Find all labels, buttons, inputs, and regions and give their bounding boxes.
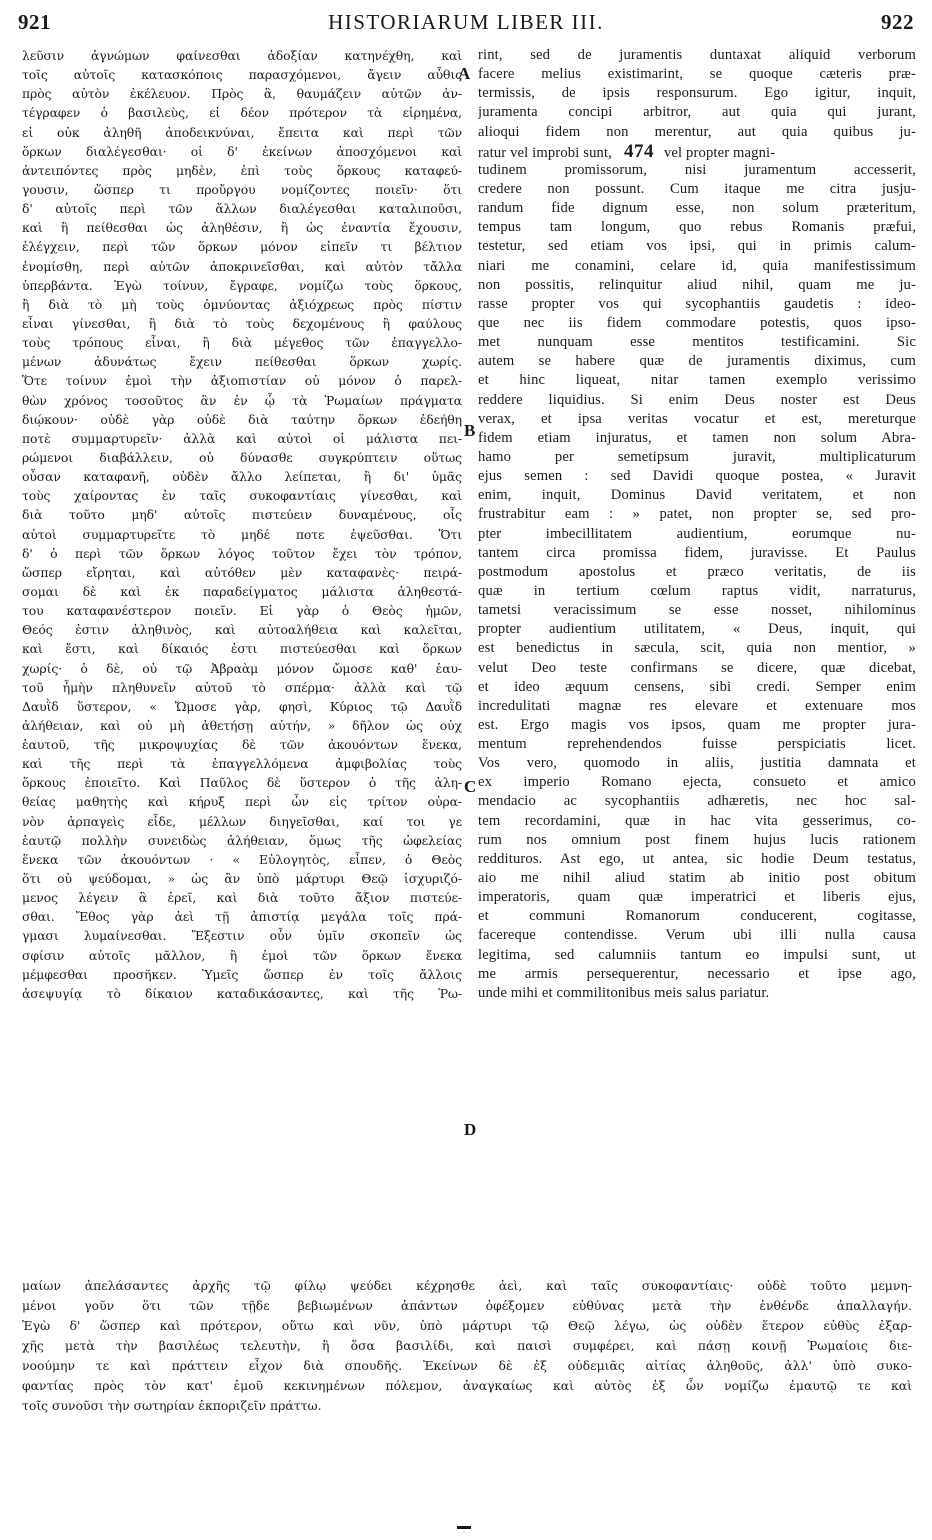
- text-line: μένων ἀδυνάτως ἔχειν πείθεσθαι ὅρκων χωρίς.: [22, 354, 462, 370]
- text-line: ἀντειπόντες πρὸς μηδὲν, ἐπὶ τοὺς ὅρκους καταφεύ-: [22, 162, 462, 178]
- text-line: mentum reprehendendos fuisse perspiciatis licet.: [478, 736, 916, 753]
- text-line: ἑαυτῷ πολλὴν συνειδὼς ἀλήθειαν, ὅμως τῆς ὠφελείας: [22, 832, 462, 848]
- text-line: ex imperio Romano ejecta, consueto et amico: [478, 774, 916, 791]
- text-line: τοῖς αὐτοῖς κατασκόποις παρασχόμενοι, ἄγειν αὖθις: [22, 67, 462, 83]
- text-line: verax, et ipsa veritas vocatur et est, mereturque: [478, 410, 916, 427]
- text-line: μένοι γοῦν ὅτι τῶν τῇδε βεβιωμένων ἁπάντων ὀφέξομεν εὐθύνας μετὰ τὴν ἐνθένδε ἀπαλλαγήν.: [22, 1298, 912, 1313]
- text-line: ὥσπερ εἴρηται, καὶ αὐτόθεν μὲν καταφανὲς· πειρά-: [22, 564, 462, 580]
- text-line: legitima, sed calumniis tantum eo impulsi sunt, ut: [478, 946, 916, 963]
- text-line: tem recordamini, quæ in hac vita gesserimus, co-: [478, 812, 916, 829]
- text-line: φαντίας πρὸς τὸν κατ' ἐμοῦ κεκινημένων πόλεμον, ἀναγκαίως καὶ αὐτὸς ἐξ ὧν νομίζω ἐμαυτῷ τε καὶ: [22, 1378, 912, 1393]
- greek-full-width-paragraph: [22, 1276, 912, 1416]
- text-line: reddituros. Ast ego, ut antea, sic hodie Deum testatus,: [478, 850, 916, 867]
- margin-letter-b: B: [464, 421, 476, 440]
- text-line: χωρίς· ὁ δὲ, οὐ τῷ Ἀβραὰμ μόνον ὤμοσε καθ' ἑαυ-: [22, 660, 462, 676]
- latin-line-end: vel propter magni-: [663, 144, 776, 161]
- text-line: pter imbecillitatem audientium, eorumque nu-: [478, 525, 916, 542]
- text-line: διὰ τοῦτο μηδ' αὐτοῖς πιστεύειν δυναμένους, οἷς: [22, 507, 462, 523]
- text-line: αὐτοὶ συμμαρτυρεῖτε τὸ μηδέ ποτε ἐψεῦσθαι. Ὅτι: [22, 526, 462, 542]
- text-line: Θεός ἐστιν ἀληθινὸς, καὶ αὐτοαλήθεια καὶ καλεῖται,: [22, 622, 462, 638]
- text-line: tempus tam longum, quo rebus Romanis præfui,: [478, 219, 916, 236]
- text-line: νὸν ἁρπαγεὶς εἶδε, μέλλων διηγεῖσθαι, καί τοι γε: [22, 813, 462, 829]
- text-line: νοούμην τε καὶ πράττειν εἶχον διὰ σπουδῆς. Ἐκείνων δὲ ἐξ οὐδεμιᾶς αἰτίας ἀληθοῦς, ἀλλ' ὑπὸ συκο-: [22, 1358, 912, 1373]
- text-line: δ' ὁ περὶ τῶν ὅρκων λόγος τοῦτον ἔχει τὸν τρόπον,: [22, 545, 462, 561]
- text-line: τοῖς συνοῦσι τὴν σωτηρίαν ἐκποριζεῖν πράττω.: [22, 1398, 322, 1413]
- margin-letter-c: C: [464, 777, 477, 796]
- text-line: Vos vero, quomodo in aliis, justitia damnata et: [478, 755, 916, 772]
- text-line: θείας μαθητὴς καὶ κήρυξ περὶ ὧν εἰς τρίτον οὐρα-: [22, 794, 462, 810]
- text-line: alioqui fidem non merentur, aut quia quibus ju-: [478, 123, 916, 140]
- text-line: ὑπερβάντα. Ἐγὼ τοίνυν, ἔγραφε, νομίζω τοὺς ὅρκους,: [22, 277, 462, 293]
- text-line: Ὅτε τοίνυν ἐμοὶ τὴν ἀξιοπιστίαν οὐ μόνον ὁ παρελ-: [22, 373, 462, 389]
- text-line: ἐλέγχειν, περὶ τῶν ὅρκων μόνον εἰπεῖν τι βέλτιον: [22, 239, 462, 255]
- text-line: ποτὲ συμμαρτυρεῖν· ἀλλὰ καὶ αὐτοὶ οἱ μάλιστα πει-: [22, 430, 462, 446]
- text-line: hamo per semetipsum juravit, multiplicaturum: [478, 448, 916, 465]
- text-line: καὶ ἔστι, καὶ δίκαιός ἐστι πιστεύεσθαι καὶ ὅρκων: [22, 641, 462, 657]
- running-title: HISTORIARUM LIBER III.: [328, 10, 604, 34]
- latin-line-start: ratur vel improbi sunt,: [478, 144, 612, 161]
- column-line-number: 474: [623, 141, 654, 161]
- text-line: fidem etiam injuratus, et tamen non solum Abra-: [478, 429, 916, 446]
- text-line: σομαι δὲ καὶ ἐκ παραδείγματος μάλιστα ἀληθεστά-: [22, 583, 462, 599]
- text-line: γμασι λυμαίνεσθαι. Ἔξεστιν οὖν ὑμῖν σκοπεῖν ὡς: [22, 928, 462, 944]
- text-line: μέμφεσθαι προσῆκεν. Ὑμεῖς ὥσπερ ἐν τοῖς ἄλλοις: [22, 966, 462, 982]
- text-line: velut Deo teste confirmans se dicere, quæ dicebat,: [478, 659, 916, 676]
- text-line: ὅρκων διαλέγεσθαι· οἱ δ' ἐκείνων ἀποσχόμενοι καὶ: [22, 143, 462, 159]
- text-line: γουσιν, ὥσπερ τι προὔργου νομίζοντες ποιεῖν· ὅτι: [22, 181, 462, 197]
- text-line: τοὺς χαίροντας ἐν ταῖς συκοφαντίαις γίνεσθαι, καὶ: [22, 488, 462, 504]
- text-line: facere melius existimarint, se quoque cæteris præ-: [478, 66, 916, 83]
- text-line: εἰ οὐκ ἀληθῆ ἀποδεικνύναι, ἔπειτα καὶ περὶ τῶν: [22, 124, 462, 140]
- text-line: χῆς μετὰ τὴν βασιλέως τελευτὴν, ἢ ὅσα βασιλίδι, καὶ παισὶ συμφέρει, καὶ πάσῃ κοινῇ Ῥωμαίοις διε-: [22, 1338, 912, 1353]
- text-line: niari me conamini, celare id, quia manifestissimum: [478, 257, 916, 274]
- text-line: incredulitati magnæ res elevare et extenuare mos: [478, 697, 916, 714]
- text-line: facereque contendisse. Verum ubi illi nulla causa: [478, 927, 916, 944]
- text-line: frustrabitur eam : » patet, non propter se, sed pro-: [478, 506, 916, 523]
- text-line: τοὺς τρόπους εἶναι, ἢ διὰ μέγεθος τῶν ἐπαγγελλο-: [22, 335, 462, 351]
- text-line: tudinem promissorum, nisi juramentum accesserit,: [478, 161, 916, 178]
- text-line: τέγραφεν ὁ βασιλεὺς, εἰ δέον πρότερον τὰ εἰρημένα,: [22, 105, 462, 121]
- text-line: reddere liquidius. Si enim Deus noster est Deus: [478, 391, 916, 408]
- text-line: ὅρκους ἐποιεῖτο. Καὶ Παῦλος δὲ ὕστερον ὁ τῆς ἀλη-: [22, 775, 462, 791]
- text-line: termissis, de ipsis responsurum. Ego igitur, inquit,: [478, 85, 916, 102]
- latin-column: [478, 46, 916, 1003]
- text-line: λεῦσιν ἀγνώμων φαίνεσθαι ἀδοξίαν κατηνέχθη, καὶ: [22, 48, 462, 63]
- text-line: est benedictus in sæcula, scit, quia non mentior, »: [478, 640, 916, 657]
- text-line: τοῦ ἦμὴν πληθυνεῖν αὐτοῦ τὸ σπέρμα· ἀλλὰ καὶ τῷ: [22, 679, 462, 695]
- text-line: πρὸς αὐτὸν ἐκέλευον. Πρὸς ἃ, θαυμάζειν αὐτῶν ἀν-: [22, 86, 462, 102]
- text-line: μενος λέγειν ἃ ἐρεῖ, καὶ διὰ τοῦτο ἄξιον πιστεύε-: [22, 890, 462, 906]
- text-line: ἀσεψυγίᾳ τὸ δίκαιον καταδικάσαντες, καὶ τῆς Ῥω-: [22, 985, 462, 1001]
- text-line: et ideo æquum censens, sibi credi. Semper enim: [478, 678, 916, 695]
- text-line: me armis persequerentur, necessario et ipse ago,: [478, 965, 916, 982]
- text-line: et communi Romanorum conducerent, cogitasse,: [478, 908, 916, 925]
- text-line: juramenta concipi arbitror, aut quia qui jurant,: [478, 104, 916, 121]
- page-number-left: 921: [18, 10, 51, 34]
- text-line: unde mihi et commilitonibus meis salus pariatur.: [478, 984, 770, 1001]
- text-line: ἢ διὰ τὸ μὴ τοὺς ὀμνύοντας ἀξιόχρεως πρὸς πίστιν: [22, 296, 462, 312]
- text-line: aio me nihil aliud statim ab initio post obitum: [478, 870, 916, 887]
- text-line: rasse propter vos qui sycophantiis gaudetis : ideo-: [478, 295, 916, 312]
- page-header: [18, 10, 914, 40]
- text-line: est. Ergo magis vos ipsos, quam me propter jura-: [478, 716, 916, 733]
- text-line: rum nos omnium post finem hujus lucis rationem: [478, 831, 916, 848]
- text-line: ἑαυτοῦ, τῆς μικροψυχίας δὲ τῶν ἀκουόντων ἕνεκα,: [22, 737, 462, 753]
- text-line: ἐνομίσθη, περὶ αὐτῶν ἀποκρινεῖσθαι, καὶ αὐτὸν τἄλλα: [22, 258, 462, 274]
- text-line: Ἐγὼ δ' ὥσπερ καὶ πρότερον, οὕτω καὶ νῦν, ὑπὸ μάρτυρι τῷ Θεῷ λέγω, ὡς οὐδὲν ἕτερον εὐθὺς ἐξαρ-: [22, 1318, 912, 1333]
- text-line: [478, 142, 916, 161]
- text-line: ὅτι οὐ ψεύδομαι, » ὡς ἂν ὑπὸ μάρτυρι Θεῷ ἰσχυριζό-: [22, 871, 462, 887]
- text-line: met nunquam esse mentitos testificamini. Sic: [478, 334, 916, 351]
- text-line: que nec iis fidem commodare potestis, quos ipso-: [478, 314, 916, 331]
- text-line: οὖσαν καταφανῆ, οὐδὲν ἄλλο λείπεται, ἢ δι' ὑμᾶς: [22, 469, 462, 485]
- margin-letter-d: D: [464, 1120, 477, 1139]
- text-line: credere non possunt. Cum itaque me citra jusju-: [478, 180, 916, 197]
- text-line: διῴκουν· οὐδὲ γὰρ οὐδὲ διὰ ταύτην ὅρκων ἐδεήθη: [22, 411, 462, 427]
- text-line: θὼν χρόνος τοσοῦτος ἂν ἐν ᾧ τὰ Ῥωμαίων πράγματα: [22, 392, 462, 408]
- text-line: enim, inquit, Dominus David veritatem, et non: [478, 487, 916, 504]
- text-line: et hinc liqueat, nitar tamen exemplo verissimo: [478, 372, 916, 389]
- text-line: εἶναι γίνεσθαι, ἢ διὰ τὸ τοὺς δεχομένους ἢ φαύλους: [22, 315, 462, 331]
- text-line: tametsi veracissimum se esse nosset, nihilominus: [478, 602, 916, 619]
- text-line: tantem circa promissa fidem, juravisse. Et Paulus: [478, 544, 916, 561]
- text-line: Δαυῒδ ὕστερον, « Ὤμοσε γὰρ, φησὶ, Κύριος τῷ Δαυῒδ: [22, 698, 462, 714]
- text-line: postmodum apostolus et præco veritatis, de iis: [478, 563, 916, 580]
- text-line: imperatoris, quam quæ imperatrici et liberis ejus,: [478, 889, 916, 906]
- text-line: ἀλήθειαν, καὶ οὐ μὴ ἀθετήσῃ αὐτήν, » δῆλον ὡς οὐχ: [22, 717, 462, 733]
- text-line: δ' αὐτοῖς περὶ τῶν ἄλλων διαλέγεσθαι καταλιποῦσι,: [22, 201, 462, 217]
- text-line: mendacio ac sycophantiis adhæretis, nec hoc sal-: [478, 793, 916, 810]
- text-line: rint, sed de juramentis duntaxat aliquid verborum: [478, 47, 916, 63]
- text-line: non possitis, relinquitur aliud nihil, quam me ju-: [478, 276, 916, 293]
- text-line: quæ in tertium cœlum raptus vidit, narraturus,: [478, 582, 916, 599]
- text-line: του καταφανέστερον ποιεῖν. Εἰ γὰρ ὁ Θεὸς ἡμῶν,: [22, 603, 462, 619]
- text-line: σφίσιν αὐτοῖς μᾶλλον, ἢ ἐμοὶ τῶν ὅρκων ἕνεκα: [22, 947, 462, 963]
- page-number-right: 922: [881, 10, 914, 34]
- text-line: autem se habere quæ de juramentis diximus, cum: [478, 353, 916, 370]
- margin-letter-a: A: [458, 64, 471, 83]
- text-line: σθαι. Ἔθος γὰρ ἀεὶ τῇ ἀπιστίᾳ μεγάλα τοῖς πρά-: [22, 909, 462, 925]
- text-line: propter audientium utilitatem, « Deus, inquit, qui: [478, 621, 916, 638]
- text-line: ejus semen : sed Davidi quoque postea, « Juravit: [478, 468, 916, 485]
- text-line: καὶ τῆς περὶ τὰ ἐπαγγελλόμενα ἀμφιβολίας τοὺς: [22, 756, 462, 772]
- text-line: randum fide dignum esse, non solum præteritum,: [478, 200, 916, 217]
- greek-column: [22, 46, 462, 1003]
- text-line: μαίων ἀπελάσαντες ἀρχῆς τῷ φίλῳ ψεύδει κέχρησθε ἀεὶ, καὶ ταῖς συκοφαντίαις· οὐδὲ τοῦτο μεμνη-: [22, 1278, 912, 1293]
- text-line: ἕνεκα τῶν ἀκουόντων · « Εὐλογητὸς, εἶπεν, ὁ Θεὸς: [22, 851, 462, 867]
- page-end-rule: [457, 1526, 471, 1529]
- text-line: καὶ ἢ πείθεσθαι ὡς ἀληθέσιν, ἢ ὡς ἐναντία ἔχουσιν,: [22, 220, 462, 236]
- text-line: testetur, sed etiam vos ipsi, qui in primis calum-: [478, 238, 916, 255]
- text-line: ρώμενοι διαβάλλειν, οὐ δύνασθε συγκρύπτειν οὕτως: [22, 449, 462, 465]
